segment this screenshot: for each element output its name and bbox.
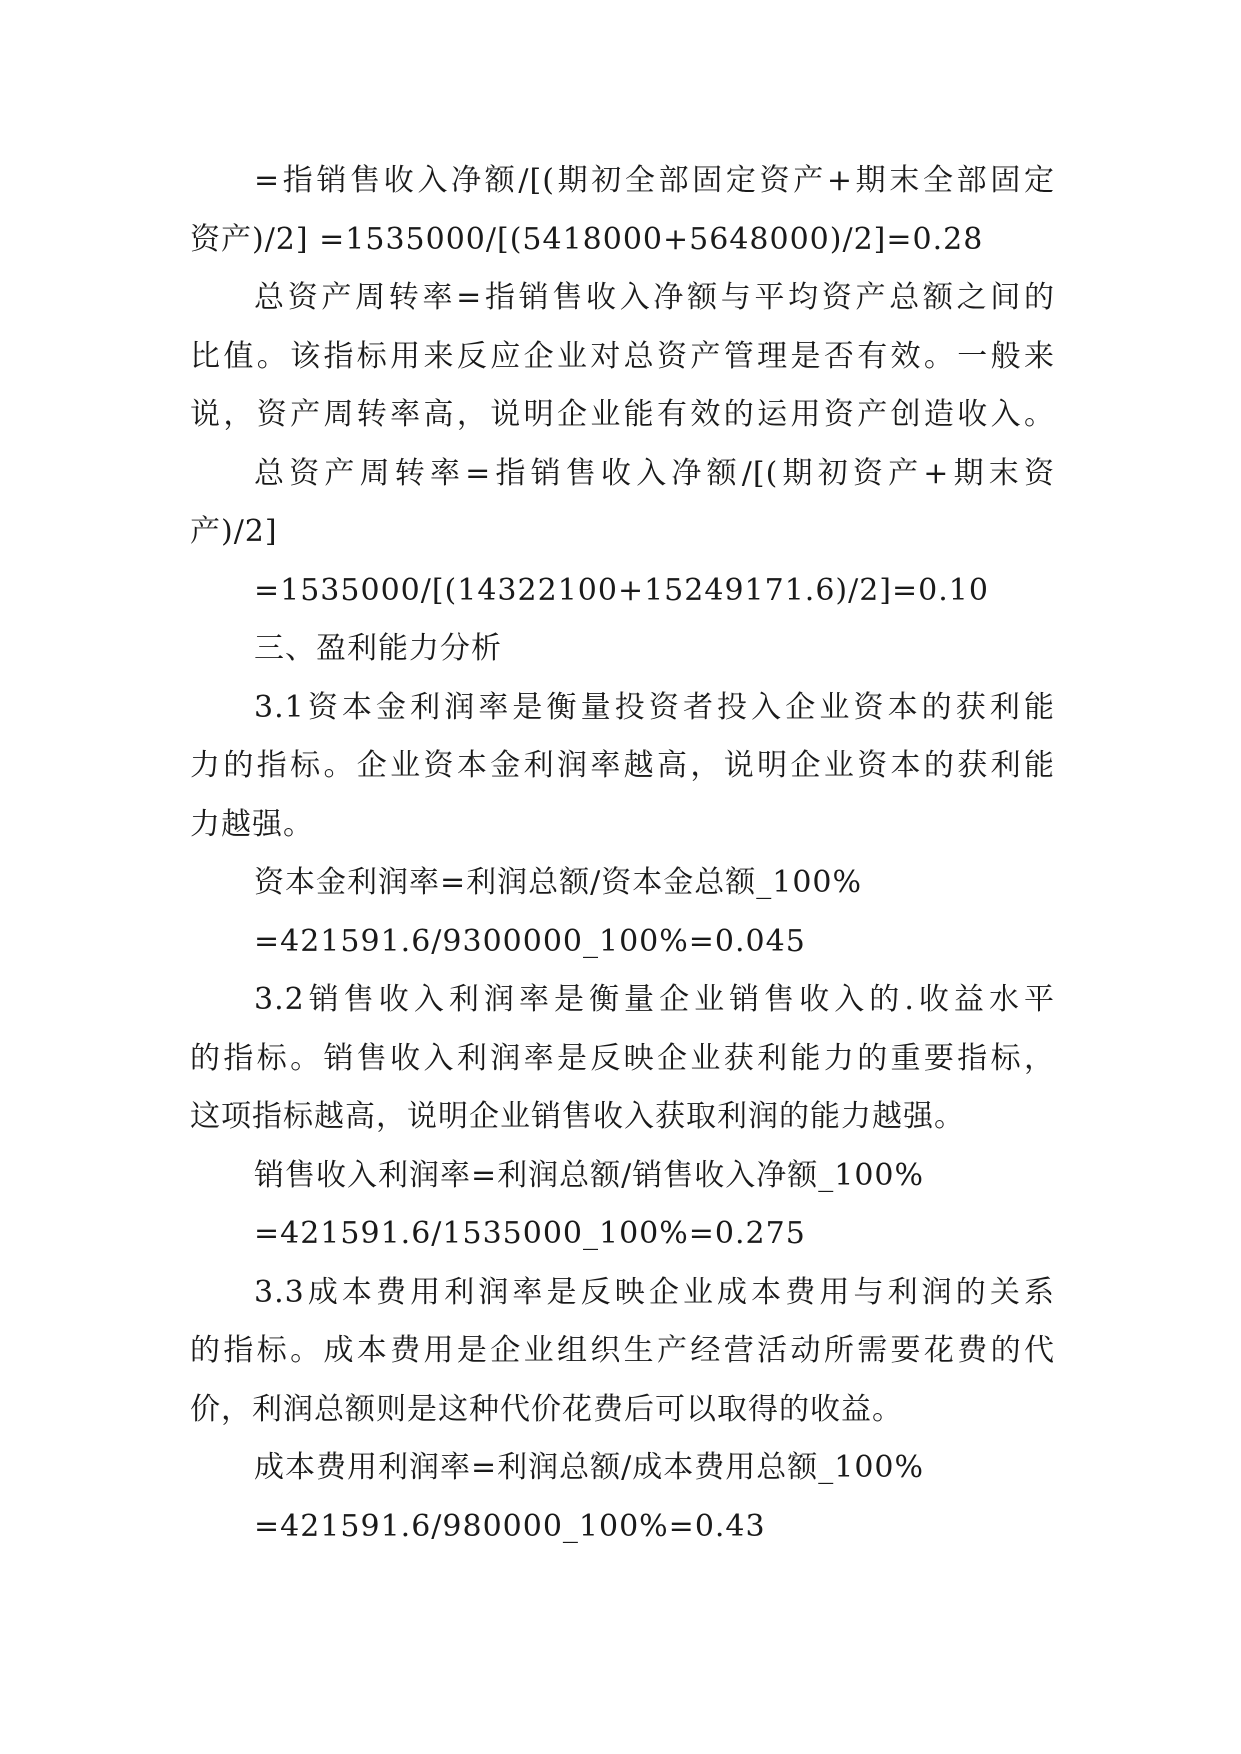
text-line: 总资产周转率=指销售收入净额/[(期初资产+期末资 [254,455,1055,491]
text-line: =1535000/[(14322100+15249171.6)/2]=0.10 [254,572,989,608]
text-line: 资本金利润率=利润总额/资本金总额_100% [254,865,863,900]
text-line: 资产)/2] =1535000/[(5418000+5648000)/2]=0.28 [190,221,984,257]
text-line: 三、盈利能力分析 [254,631,502,666]
text-line: =421591.6/1535000_100%=0.275 [254,1216,806,1251]
text-line: 价，利润总额则是这种代价花费后可以取得的收益。 [190,1391,903,1427]
document-body [190,152,1055,1556]
text-line: 的指标。销售收入利润率是反映企业获利能力的重要指标， [190,1040,1055,1076]
text-line: 3.2销售收入利润率是衡量企业销售收入的.收益水平 [254,982,1055,1017]
text-line: 力越强。 [190,806,314,842]
text-line: 3.1资本金利润率是衡量投资者投入企业资本的获利能 [254,689,1055,725]
text-line: 成本费用利润率=利润总额/成本费用总额_100% [254,1450,925,1485]
text-line: =421591.6/980000_100%=0.43 [254,1508,766,1544]
text-line: 销售收入利润率=利润总额/销售收入净额_100% [254,1157,925,1193]
text-line: 的指标。成本费用是企业组织生产经营活动所需要花费的代 [190,1333,1055,1368]
text-line: 比值。该指标用来反应企业对总资产管理是否有效。一般来 [190,338,1055,374]
text-line: 产)/2] [190,514,278,549]
text-line: 3.3成本费用利润率是反映企业成本费用与利润的关系 [254,1274,1055,1310]
text-line: 这项指标越高，说明企业销售收入获取利润的能力越强。 [190,1099,965,1134]
text-line: 说，资产周转率高，说明企业能有效的运用资产创造收入。 [190,397,1055,432]
text-line: =421591.6/9300000_100%=0.045 [254,923,806,959]
text-line: 总资产周转率=指销售收入净额与平均资产总额之间的 [254,280,1055,315]
text-line: 力的指标。企业资本金利润率越高，说明企业资本的获利能 [190,748,1055,783]
text-line: =指销售收入净额/[(期初全部固定资产+期末全部固定 [254,163,1055,198]
